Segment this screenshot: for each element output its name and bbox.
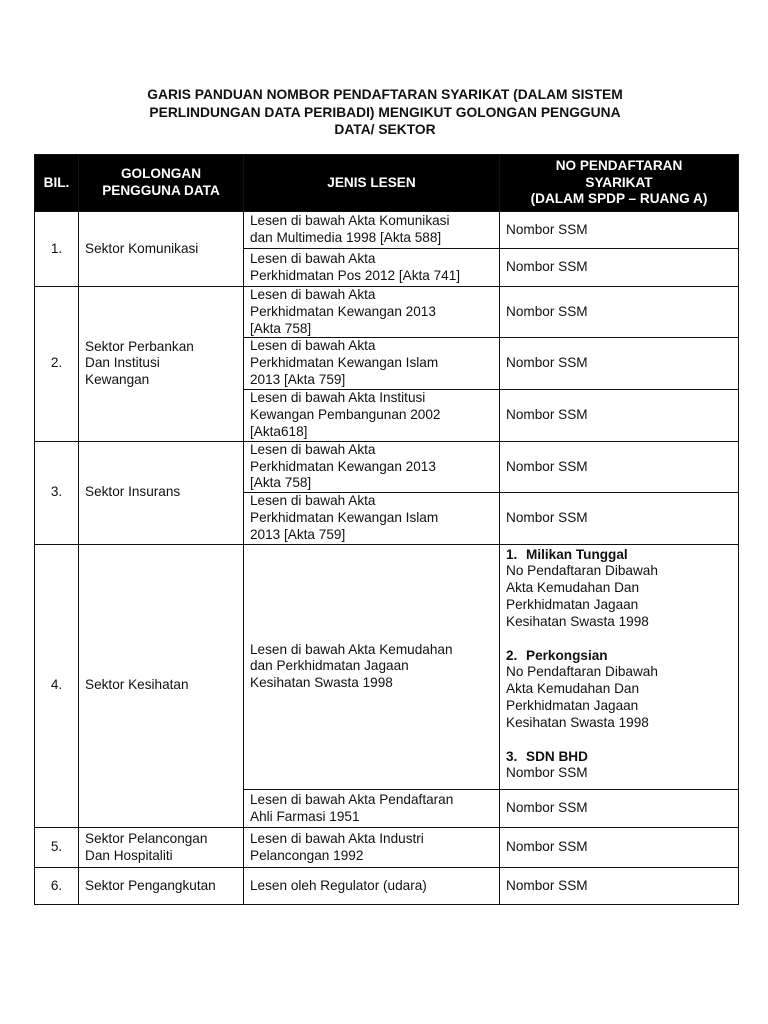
- jenis-lesen-cell: Lesen di bawah Akta Kemudahan dan Perkhidmatan Jagaan Kesihatan Swasta 1998: [244, 544, 500, 790]
- jenis-lesen-cell: Lesen oleh Regulator (udara): [244, 868, 500, 905]
- title-line: DATA/ SEKTOR: [334, 122, 436, 137]
- no-pendaftaran-cell: Nombor SSM: [500, 212, 739, 249]
- no-pendaftaran-cell: Nombor SSM: [500, 493, 739, 544]
- table-row: [35, 287, 739, 338]
- jenis-lesen-cell: Lesen di bawah Akta Perkhidmatan Kewangan Islam 2013 [Akta 759]: [244, 493, 500, 544]
- header-jenis-lesen: JENIS LESEN: [244, 155, 500, 212]
- jenis-lesen-cell: Lesen di bawah Akta Perkhidmatan Kewangan Islam 2013 [Akta 759]: [244, 338, 500, 389]
- bil-cell: 5.: [35, 828, 79, 868]
- table-row: [35, 441, 739, 492]
- jenis-lesen-cell: Lesen di bawah Akta Perkhidmatan Pos 2012 [Akta 741]: [244, 249, 500, 287]
- jenis-lesen-cell: Lesen di bawah Akta Komunikasi dan Multimedia 1998 [Akta 588]: [244, 212, 500, 249]
- golongan-cell: Sektor Pengangkutan: [79, 868, 244, 905]
- no-pendaftaran-cell: Nombor SSM: [500, 441, 739, 492]
- entity-list: 1. Milikan Tunggal No Pendaftaran Dibawah Akta Kemudahan Dan Perkhidmatan Jagaan Kesihatan Swasta 1998 2. Perkongsian No Pendaftaran Dibawah Akta Kemudahan Dan Perkhidmatan Jagaan Kesihatan Swasta 1998 3. SDN BHD Nombor SSM: [506, 545, 732, 790]
- table-row: [35, 544, 739, 790]
- golongan-cell: Sektor Komunikasi: [79, 212, 244, 287]
- bil-cell: 2.: [35, 287, 79, 442]
- no-pendaftaran-cell: Nombor SSM: [500, 389, 739, 441]
- table-row: [35, 828, 739, 868]
- bil-cell: 4.: [35, 544, 79, 828]
- no-pendaftaran-cell: Nombor SSM: [500, 338, 739, 389]
- entity-item: 1. Milikan Tunggal: [506, 546, 628, 562]
- no-pendaftaran-cell: Nombor SSM: [500, 249, 739, 287]
- no-pendaftaran-cell: Nombor SSM: [500, 828, 739, 868]
- header-golongan: GOLONGAN PENGGUNA DATA: [79, 155, 244, 212]
- title-line: PERLINDUNGAN DATA PERIBADI) MENGIKUT GOLONGAN PENGGUNA: [149, 104, 621, 120]
- bil-cell: 3.: [35, 441, 79, 544]
- entity-item: 2. Perkongsian: [506, 647, 608, 663]
- bil-cell: 6.: [35, 868, 79, 905]
- no-pendaftaran-cell: Nombor SSM: [500, 287, 739, 338]
- table-row: [35, 212, 739, 249]
- golongan-cell: Sektor Kesihatan: [79, 544, 244, 828]
- no-pendaftaran-cell: Nombor SSM: [500, 868, 739, 905]
- document-title: [60, 86, 710, 139]
- bil-cell: 1.: [35, 212, 79, 287]
- jenis-lesen-cell: Lesen di bawah Akta Pendaftaran Ahli Farmasi 1951: [244, 790, 500, 828]
- golongan-cell: Sektor Pelancongan Dan Hospitaliti: [79, 828, 244, 868]
- title-line: GARIS PANDUAN NOMBOR PENDAFTARAN SYARIKAT (DALAM SISTEM: [147, 87, 623, 102]
- entity-item: 3. SDN BHD: [506, 748, 588, 764]
- table-row: [35, 868, 739, 905]
- table-header-row: [35, 155, 739, 212]
- jenis-lesen-cell: Lesen di bawah Akta Industri Pelancongan 1992: [244, 828, 500, 868]
- jenis-lesen-cell: Lesen di bawah Akta Perkhidmatan Kewangan 2013 [Akta 758]: [244, 287, 500, 338]
- no-pendaftaran-cell: [500, 544, 739, 790]
- jenis-lesen-cell: Lesen di bawah Akta Perkhidmatan Kewangan 2013 [Akta 758]: [244, 441, 500, 492]
- header-bil: BIL.: [35, 155, 79, 212]
- no-pendaftaran-cell: Nombor SSM: [500, 790, 739, 828]
- golongan-cell: Sektor Perbankan Dan Institusi Kewangan: [79, 287, 244, 442]
- golongan-cell: Sektor Insurans: [79, 441, 244, 544]
- registration-table: [34, 154, 739, 905]
- header-no-pendaftaran: NO PENDAFTARAN SYARIKAT (DALAM SPDP – RUANG A): [500, 155, 739, 212]
- jenis-lesen-cell: Lesen di bawah Akta Institusi Kewangan Pembangunan 2002 [Akta618]: [244, 389, 500, 441]
